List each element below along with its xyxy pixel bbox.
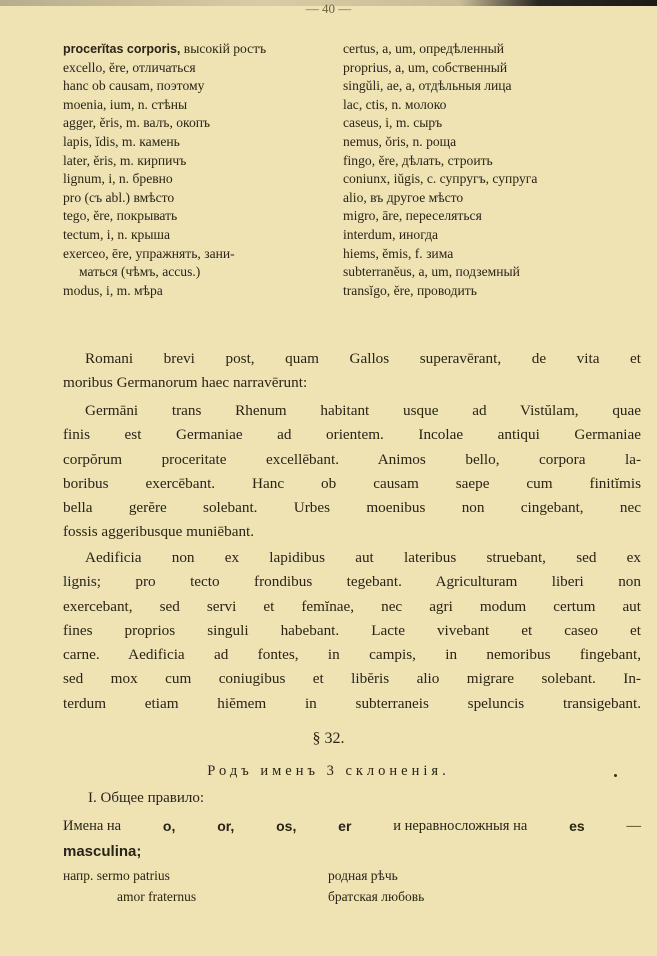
vocab-row xyxy=(63,189,643,208)
vocab-right: lac, ctis, n. молоко xyxy=(343,96,447,112)
vocab-row xyxy=(63,114,643,133)
rule-gender: masculina; xyxy=(63,843,142,860)
vocab-right: nemus, ŏris, n. роща xyxy=(343,133,457,149)
vocab-right: hiems, ĕmis, f. зима xyxy=(343,245,454,261)
text-line: exercebant, sed servi et femĭnae, nec agri modum certum aut xyxy=(63,597,641,615)
vocab-left: lignum, i, n. бревно xyxy=(63,171,173,187)
rule-label: I. Общее правило: xyxy=(88,790,205,806)
example-row xyxy=(63,868,398,884)
text-line: moribus Germanorum haec narravērunt: xyxy=(63,374,308,392)
vocab-right: fingo, ĕre, дѣлать, строить xyxy=(343,152,493,168)
vocab-left: modus, i, m. мѣра xyxy=(63,282,163,298)
paragraph-intro xyxy=(63,347,641,396)
text-line: carne. Aedificia ad fontes, in campis, in nemoribus fingebant, xyxy=(63,646,641,664)
vocab-left: маться (чѣмъ, accus.) xyxy=(79,264,201,280)
vocab-row xyxy=(63,226,643,245)
vocab-row xyxy=(63,152,643,171)
rule-ending: or, xyxy=(217,818,235,834)
vocab-left: exerceo, ēre, упражнять, зани- xyxy=(63,245,235,261)
vocab-left: lapis, ĭdis, m. камень xyxy=(63,133,180,149)
page-number: — 40 — xyxy=(305,1,352,16)
vocab-row xyxy=(63,96,643,115)
section-title: Родъ именъ 3 склоненія. xyxy=(207,763,450,779)
text-line: fossis aggeribusque muniēbant. xyxy=(63,523,255,541)
vocab-right: proprius, a, um, собственный xyxy=(343,59,508,75)
vocab-right: subterranĕus, a, um, подземный xyxy=(343,264,520,280)
rule-ending: es xyxy=(569,818,585,834)
example-row xyxy=(117,889,425,905)
rule-ending: os, xyxy=(276,818,297,834)
example-russian: родная рѣчь xyxy=(328,868,398,883)
vocab-right: caseus, i, m. сыръ xyxy=(343,115,443,131)
section-number: § 32. xyxy=(312,730,345,747)
text-line: bella gerĕre solebant. Urbes moenibus non cingebant, nec xyxy=(63,499,641,517)
vocab-right: migro, āre, переселяться xyxy=(343,208,482,224)
vocab-row xyxy=(63,282,643,301)
text-line: finis est Germaniae ad orientem. Incolae antiqui Germaniae xyxy=(63,426,641,444)
rule-ending: o, xyxy=(162,818,176,834)
vocab-row xyxy=(63,77,643,96)
vocab-left: agger, ĕris, m. валъ, окопъ xyxy=(63,115,211,131)
vocab-left: hanc ob causam, поэтому xyxy=(63,78,205,94)
text-line: Romani brevi post, quam Gallos superavērant, de vita et xyxy=(85,350,641,367)
vocab-row xyxy=(63,40,643,59)
example-russian: братская любовь xyxy=(328,889,425,904)
vocabulary-list xyxy=(63,40,643,300)
vocab-left: moenia, ium, n. стѣны xyxy=(63,96,188,112)
paragraph-germani xyxy=(63,399,641,545)
text-line: lignis; pro tecto frondibus tegebant. Agriculturam liberi non xyxy=(63,573,641,591)
text-line: fines proprios singuli habebant. Lacte vivebant et caseo et xyxy=(63,621,641,639)
text-line: Germāni trans Rhenum habitant usque ad Vistŭlam, quae xyxy=(85,402,641,419)
rule-word: Имена на xyxy=(63,818,122,834)
text-line: boribus exercēbant. Hanc ob causam saepe cum finitĭmis xyxy=(63,474,641,492)
vocab-left: tego, ĕre, покрывать xyxy=(63,208,178,224)
vocab-row xyxy=(63,207,643,226)
example-latin: amor fraternus xyxy=(117,889,197,904)
vocab-row xyxy=(63,170,643,189)
vocab-left: tectum, i, n. крыша xyxy=(63,226,170,242)
vocab-left xyxy=(63,40,343,59)
vocab-row xyxy=(63,133,643,152)
vocab-row xyxy=(63,263,643,282)
paragraph-aedificia xyxy=(63,546,641,716)
vocab-left: pro (съ abl.) вмѣсто xyxy=(63,189,175,205)
vocab-right: interdum, иногда xyxy=(343,226,439,242)
vocab-right: alio, въ другое мѣсто xyxy=(343,189,464,205)
vocab-right: certus, a, um, опредѣленный xyxy=(343,41,505,56)
example-latin: напр. sermo patrius xyxy=(63,868,170,883)
vocab-right: singŭli, ae, a, отдѣльныя лица xyxy=(343,78,512,94)
vocab-row xyxy=(63,59,643,78)
vocab-right: coniunx, iŭgis, c. супругъ, супруга xyxy=(343,171,538,187)
print-speck xyxy=(614,774,617,777)
vocab-left: later, ĕris, m. кирпичъ xyxy=(63,152,187,168)
text-line: terdum etiam hiĕmem in subterraneis speluncis transigebant. xyxy=(63,694,641,712)
text-line: Aedificia non ex lapidibus aut lateribus struebant, sed ex xyxy=(85,549,641,566)
vocab-gloss: высокій ростъ xyxy=(180,41,267,56)
text-line: sed mox cum coniugibus et libĕris alio migrare solebant. In- xyxy=(63,670,641,688)
rule-ending: er xyxy=(338,818,352,834)
vocab-term-bold: procerĭtas corporis, xyxy=(63,42,181,56)
rule-text xyxy=(63,818,641,835)
vocab-left: excello, ĕre, отличаться xyxy=(63,59,196,75)
vocab-right: transĭgo, ĕre, проводить xyxy=(343,282,477,298)
vocab-row xyxy=(63,245,643,264)
text-line: corpŏrum proceritate excellēbant. Animos bello, corpora la- xyxy=(63,450,641,468)
rule-word: и неравносложныя на xyxy=(393,818,528,834)
rule-dash: — xyxy=(626,818,641,834)
